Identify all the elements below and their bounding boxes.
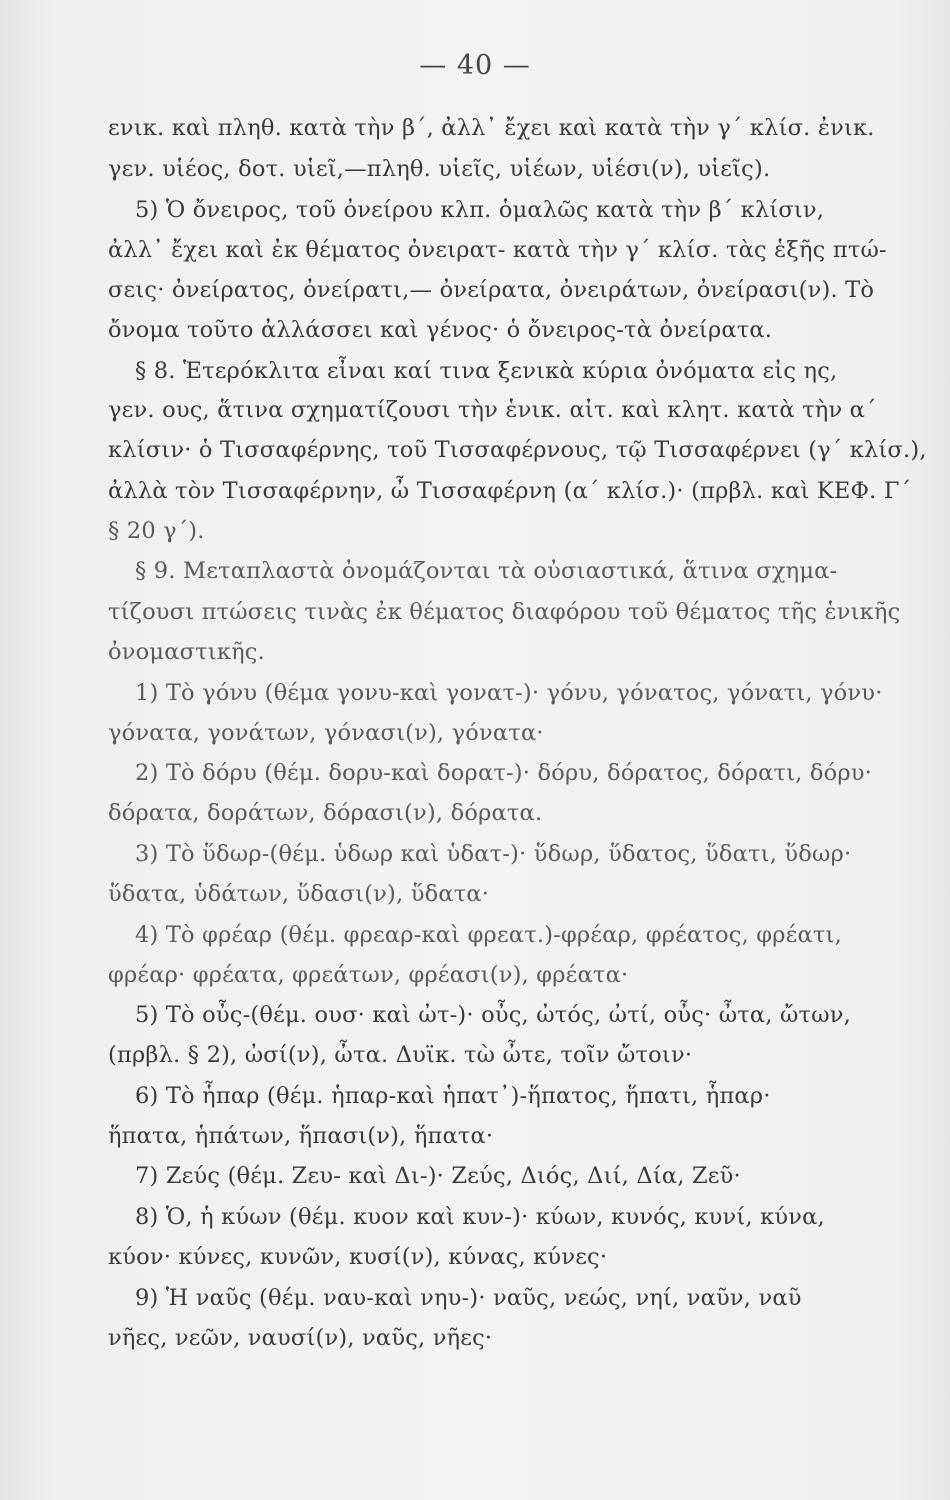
text-line: ὕδατα, ὑδάτων, ὕδασι(ν), ὕδατα· [108,881,490,907]
text-line: κλίσιν· ὁ Τισσαφέρνης, τοῦ Τισσαφέρνους, τῷ Τισσαφέρνει (γ΄ κλίσ.), [108,437,927,463]
text-line: νῆες, νεῶν, ναυσί(ν), ναῦς, νῆες· [108,1325,493,1351]
text-line: 4) Τὸ φρέαρ (θέμ. φρεαρ-καὶ φρεατ.)-φρέαρ, φρέατος, φρέατι, [135,922,842,948]
text-line: 1) Τὸ γόνυ (θέμα γονυ-καὶ γονατ-)· γόνυ, γόνατος, γόνατι, γόνυ· [135,680,883,706]
text-line: ενικ. καὶ πληθ. κατὰ τὴν β΄, ἀλλ᾽ ἔχει καὶ κατὰ τὴν γ΄ κλίσ. ἐνικ. [108,115,875,141]
text-line: § 8. Ἑτερόκλιτα εἶναι καί τινα ξενικὰ κύρια ὀνόματα εἰς ης, [135,358,838,384]
text-line: ὀνομαστικῆς. [108,639,265,665]
text-line: 7) Ζεύς (θέμ. Ζευ- καὶ Δι-)· Ζεύς, Διός, Διί, Δία, Ζεῦ· [135,1163,741,1189]
text-line: 8) Ὁ, ἡ κύων (θέμ. κυον καὶ κυν-)· κύων, κυνός, κυνί, κύνα, [135,1204,825,1230]
text-line: δόρατα, δοράτων, δόρασι(ν), δόρατα. [108,800,543,826]
text-line: (πρβλ. § 2), ὠσί(ν), ὦτα. Δυϊκ. τὼ ὦτε, τοῖν ὤτοιν· [108,1042,693,1068]
text-line: 9) Ἡ ναῦς (θέμ. ναυ-καὶ νηυ-)· ναῦς, νεώς, νηί, ναῦν, ναῦ [135,1285,802,1311]
text-line: φρέαρ· φρέατα, φρεάτων, φρέασι(ν), φρέατα· [108,962,629,988]
text-line: 6) Τὸ ἧπαρ (θέμ. ἡπαρ-καὶ ἡπατ᾽)-ἥπατος, ἥπατι, ἧπαρ· [135,1083,771,1109]
text-line: ἥπατα, ἡπάτων, ἥπασι(ν), ἥπατα· [108,1123,494,1149]
page-number: — 40 — [419,50,531,81]
text-line: ἀλλὰ τὸν Τισσαφέρνην, ὦ Τισσαφέρνη (α΄ κλίσ.)· (πρβλ. καὶ ΚΕΦ. Γ΄ [108,478,912,504]
text-line: ὄνομα τοῦτο ἀλλάσσει καὶ γένος· ὁ ὄνειρος-τὰ ὀνείρατα. [108,317,773,343]
text-line: 3) Τὸ ὕδωρ-(θέμ. ὑδωρ καὶ ὑδατ-)· ὕδωρ, ὕδατος, ὕδατι, ὕδωρ· [135,841,852,867]
text-line: γεν. ους, ἅτινα σχηματίζουσι τὴν ἑνικ. αἰτ. καὶ κλητ. κατὰ τὴν α΄ [108,397,877,423]
text-line: § 20 γ΄). [108,518,205,544]
text-line: 2) Τὸ δόρυ (θέμ. δορυ-καὶ δορατ-)· δόρυ, δόρατος, δόρατι, δόρυ· [135,760,873,786]
text-line: 5) Ὁ ὄνειρος, τοῦ ὀνείρου κλπ. ὁμαλῶς κατὰ τὴν β΄ κλίσιν, [135,197,825,223]
text-line: σεις· ὀνείρατος, ὀνείρατι,— ὀνείρατα, ὀνειράτων, ὀνείρασι(ν). Τὸ [108,277,875,303]
text-line: ἀλλ᾽ ἔχει καὶ ἐκ θέματος ὀνειρατ- κατὰ τὴν γ΄ κλίσ. τὰς ἑξῆς πτώ- [108,237,887,263]
text-line: γόνατα, γονάτων, γόνασι(ν), γόνατα· [108,720,544,746]
text-line: 5) Τὸ οὖς-(θέμ. ουσ· καὶ ὠτ-)· οὖς, ὠτός, ὠτί, οὖς· ὦτα, ὤτων, [135,1002,851,1028]
text-line: § 9. Μεταπλαστὰ ὀνομάζονται τὰ οὐσιαστικά, ἅτινα σχημα- [135,558,838,584]
text-line: γεν. υἱέος, δοτ. υἱεῖ,—πληθ. υἱεῖς, υἱέων, υἱέσι(ν), υἱεῖς). [108,156,771,182]
text-line: τίζουσι πτώσεις τινὰς ἐκ θέματος διαφόρου τοῦ θέματος τῆς ἑνικῆς [108,599,901,625]
text-line: κύον· κύνες, κυνῶν, κυσί(ν), κύνας, κύνες· [108,1244,608,1270]
